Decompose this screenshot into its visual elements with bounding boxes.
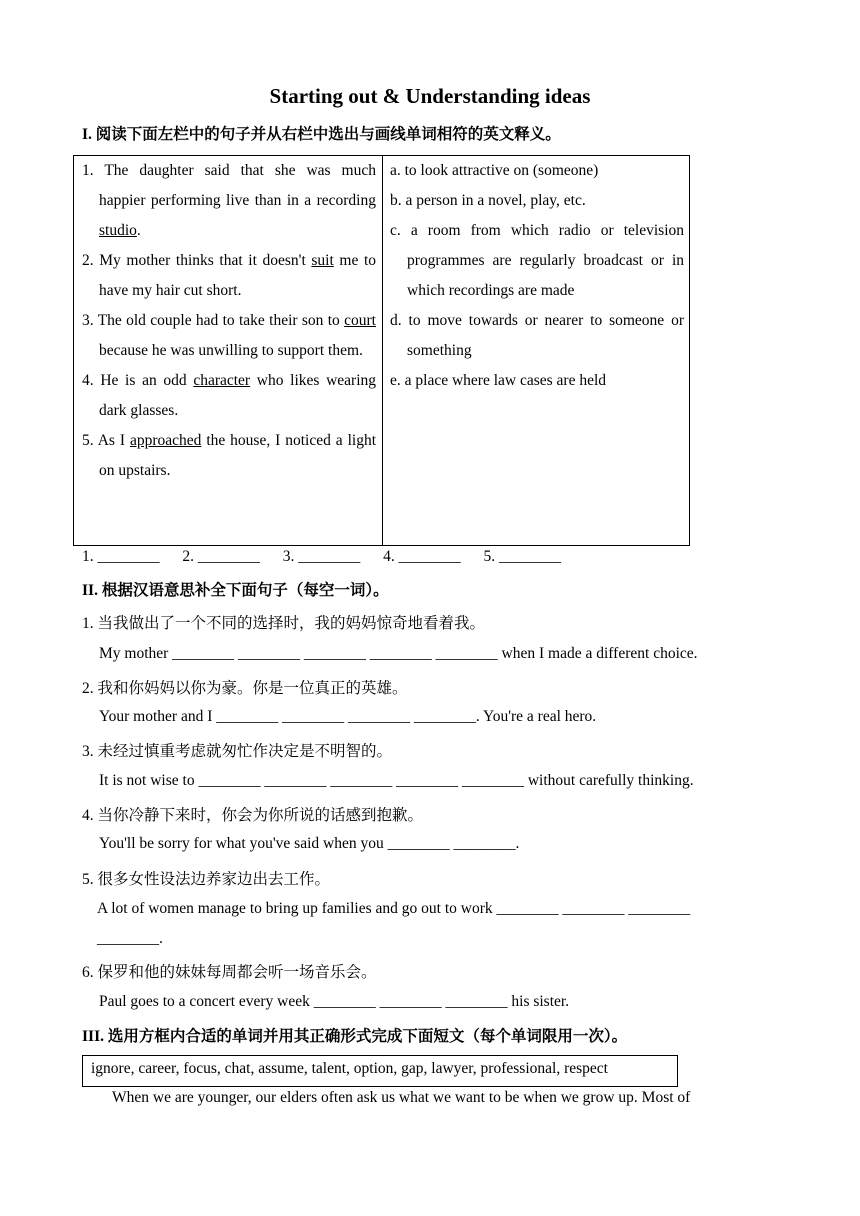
item-1-chinese: 1. 当我做出了一个不同的选择时，我的妈妈惊奇地看着我。 xyxy=(82,615,486,632)
sentence-5: 5. As I approached the house, I noticed a light on upstairs. xyxy=(82,432,376,479)
underlined-word: studio xyxy=(99,222,137,239)
answer-blank[interactable]: 3. ________ xyxy=(282,548,361,565)
sentences-column xyxy=(82,156,376,486)
answer-blank[interactable]: 1. ________ xyxy=(82,548,160,565)
item-2-english[interactable]: Your mother and I ________ ________ ________ ________. You're a real hero. xyxy=(99,708,597,725)
definition-b: b. a person in a novel, play, etc. xyxy=(390,192,586,209)
definition-d: d. to move towards or nearer to someone or something xyxy=(390,312,684,359)
item-5-english[interactable]: A lot of women manage to bring up families and go out to work ________ ________ ________ xyxy=(97,900,691,917)
item-1-english[interactable]: My mother ________ ________ ________ ________ ________ when I made a different choice. xyxy=(99,645,698,662)
item-2-chinese: 2. 我和你妈妈以你为豪。你是一位真正的英雄。 xyxy=(82,680,408,697)
item-4-english[interactable]: You'll be sorry for what you've said when you ________ ________. xyxy=(99,835,520,852)
answer-blank[interactable]: 5. ________ xyxy=(483,548,561,565)
definition-c: c. a room from which radio or television programmes are regularly broadcast or in which recordings are made xyxy=(390,222,684,299)
item-6-english[interactable]: Paul goes to a concert every week ________ ________ ________ his sister. xyxy=(99,993,570,1010)
item-5-english-continued[interactable]: ________. xyxy=(97,930,163,947)
sentence-1: 1. The daughter said that she was much happier performing live than in a recording studio. xyxy=(82,162,376,239)
sentence-4: 4. He is an odd character who likes wearing dark glasses. xyxy=(82,372,377,419)
item-3-chinese: 3. 未经过慎重考虑就匆忙作决定是不明智的。 xyxy=(82,743,393,760)
definition-e: e. a place where law cases are held xyxy=(390,372,607,389)
table-divider xyxy=(382,156,383,545)
underlined-word: suit xyxy=(311,252,334,269)
section-2-heading: II. 根据汉语意思补全下面句子（每空一词）。 xyxy=(82,582,389,599)
answer-blank[interactable]: 2. ________ xyxy=(182,548,260,565)
item-4-chinese: 4. 当你冷静下来时，你会为你所说的话感到抱歉。 xyxy=(82,807,424,824)
sentence-3: 3. The old couple had to take their son to court because he was unwilling to support them. xyxy=(82,312,376,359)
section-1-heading: I. 阅读下面左栏中的句子并从右栏中选出与画线单词相符的英文释义。 xyxy=(82,126,561,143)
passage-text: When we are younger, our elders often ask us what we want to be when we grow up. Most of xyxy=(112,1089,691,1106)
word-box: ignore, career, focus, chat, assume, talent, option, gap, lawyer, professional, respect xyxy=(82,1055,678,1087)
answer-row xyxy=(82,548,580,566)
underlined-word: approached xyxy=(129,432,202,449)
answer-blank[interactable]: 4. ________ xyxy=(383,548,461,565)
sentence-2: 2. My mother thinks that it doesn't suit me to have my hair cut short. xyxy=(82,252,376,299)
underlined-word: character xyxy=(193,372,251,389)
section-3-heading: III. 选用方框内合适的单词并用其正确形式完成下面短文（每个单词限用一次）。 xyxy=(82,1028,628,1045)
underlined-word: court xyxy=(344,312,376,329)
item-5-chinese: 5. 很多女性设法边养家边出去工作。 xyxy=(82,871,331,888)
definition-a: a. to look attractive on (someone) xyxy=(390,162,599,179)
matching-table xyxy=(73,155,690,546)
item-6-chinese: 6. 保罗和他的妹妹每周都会听一场音乐会。 xyxy=(82,964,377,981)
page-title: Starting out & Understanding ideas xyxy=(269,84,591,108)
item-3-english[interactable]: It is not wise to ________ ________ ________ ________ ________ without carefully thinking. xyxy=(99,772,694,789)
definitions-column xyxy=(390,156,684,396)
